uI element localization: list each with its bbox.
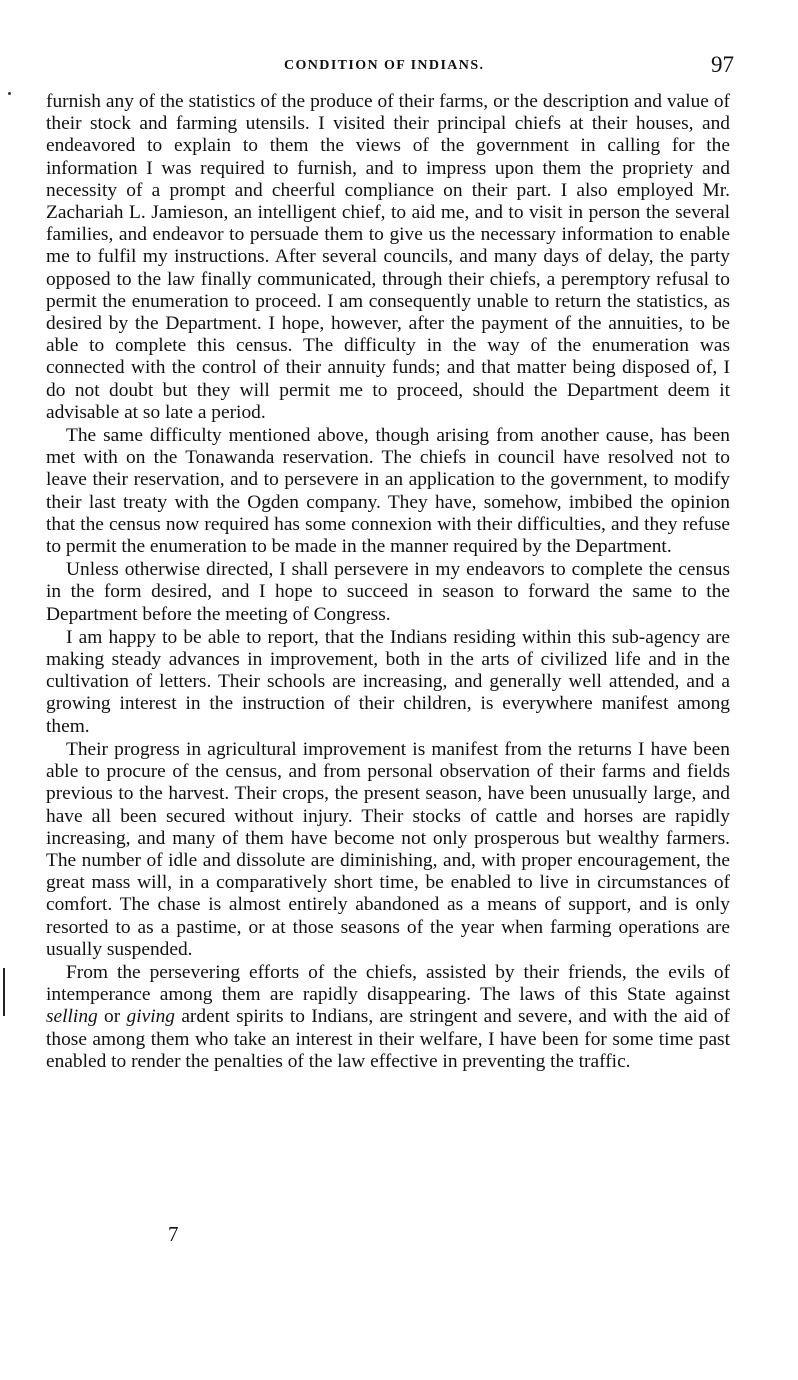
paragraph-6-part-2: or <box>97 1006 127 1028</box>
paragraph-1: furnish any of the statistics of the produce of their farms, or the description and value of their stock and farming utensils. I visited their principal chiefs at their houses, and endeavored to explain to them the views of the government in calling for the information I was required to furnish, and to impress upon them the propriety and necessity of a prompt and cheerful compliance on their part. I also employed Mr. Zachariah L. Jamieson, an intelligent chief, to aid me, and to visit in person the several families, and endeavor to persuade them to give us the necessary information to enable me to fulfil my instructions. After several councils, and many days of delay, the party opposed to the law finally communicated, through their chiefs, a peremptory refusal to permit the enumeration to proceed. I am consequently unable to return the statistics, as desired by the Department. I hope, however, after the payment of the annuities, to be able to complete this census. The difficulty in the way of the enumeration was connected with the control of their annuity funds; and that matter being disposed of, I do not doubt but they will permit me to proceed, should the Department deem it advisable at so late a period. <box>46 91 730 423</box>
italic-word-selling: selling <box>46 1006 98 1028</box>
paragraph-6-part-1: From the persevering efforts of the chiefs, assisted by their friends, the evils of intemperance among them are rapidly disappearing. The laws of this State against <box>46 961 730 1006</box>
paragraph-5: Their progress in agricultural improvement is manifest from the returns I have been able to procure of the census, and from personal observation of their farms and fields previous to the harvest. Their crops, the present season, have been unusually large, and have all been secured without injury. Their stocks of cattle and horses are rapidly increasing, and many of them have become not only prosperous but wealthy farmers. The number of idle and dissolute are diminishing, and, with proper encouragement, the great mass will, in a comparatively short time, be enabled to live in circumstances of comfort. The chase is almost entirely abandoned as a means of support, and is only resorted to as a pastime, or at those seasons of the year when farming operations are usually suspended. <box>46 738 730 960</box>
paragraph-6-part-3: ardent spirits to Indians, are stringent and severe, and with the aid of those among them who take an interest in their welfare, I have been for some time past enabled to render the penalties of the law effective in preventing the traffic. <box>46 1006 730 1072</box>
paragraph-3: Unless otherwise directed, I shall persevere in my endeavors to complete the census in the form desired, and I hope to succeed in season to forward the same to the Department before the meeting of Congress. <box>46 559 730 625</box>
running-head: CONDITION OF INDIANS. <box>284 58 485 73</box>
italic-word-giving: giving <box>126 1006 175 1028</box>
body-text <box>46 91 730 1073</box>
signature-mark: 7 <box>168 1222 179 1246</box>
page-number: 97 <box>711 52 734 77</box>
paragraph-6 <box>46 962 730 1073</box>
margin-rule <box>3 968 5 1016</box>
paragraph-4: I am happy to be able to report, that the Indians residing within this sub-agency are making steady advances in improvement, both in the arts of civilized life and in the cultivation of letters. Their schools are increasing, and generally well attended, and a growing interest in the instruction of their children, is everywhere manifest among them. <box>46 626 730 737</box>
page-header <box>44 54 734 84</box>
paragraph-2: The same difficulty mentioned above, though arising from another cause, has been met with on the Tonawanda reservation. The chiefs in council have resolved not to leave their reservation, and to persevere in an application to the government, to modify their last treaty with the Ogden company. They have, somehow, imbibed the opinion that the census now required has some connexion with their difficulties, and they refuse to permit the enumeration to be made in the manner required by the Department. <box>46 425 730 558</box>
margin-dot <box>8 92 11 95</box>
